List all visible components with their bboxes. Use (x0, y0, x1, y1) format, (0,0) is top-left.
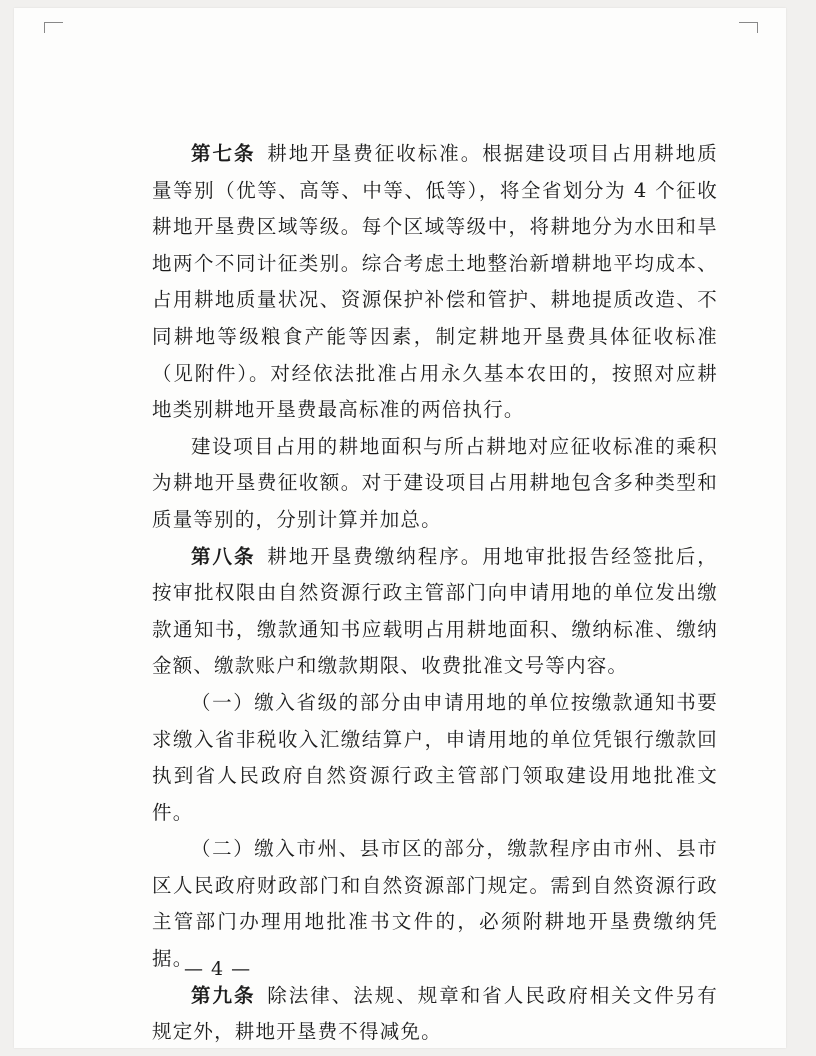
article-text: 耕地开垦费缴纳程序。用地审批报告经签批后，按审批权限由自然资源行政主管部门向申请用地的单位发出缴款通知书，缴款通知书应载明占用耕地面积、缴纳标准、缴纳金额、缴款账户和缴款期限、收费批准文号等内容。 (152, 544, 718, 678)
crop-mark-right (739, 22, 758, 33)
document-body (152, 136, 718, 1051)
article-heading: 第九条 (191, 983, 256, 1007)
list-item-text: （二）缴入市州、县市区的部分，缴款程序由市州、县市区人民政府财政部门和自然资源部门规定。需到自然资源行政主管部门办理用地批准书文件的，必须附耕地开垦费缴纳凭据。 (152, 837, 718, 971)
crop-mark-left (44, 22, 63, 33)
article-8-item-1 (152, 685, 718, 831)
list-item-text: （一）缴入省级的部分由申请用地的单位按缴款通知书要求缴入省非税收入汇缴结算户，申请用地的单位凭银行缴款回执到省人民政府自然资源行政主管部门领取建设用地批准文件。 (152, 690, 718, 824)
page-number: — 4 — (184, 958, 252, 980)
paragraph-text: 建设项目占用的耕地面积与所占耕地对应征收标准的乘积为耕地开垦费征收额。对于建设项目占用耕地包含多种类型和质量等别的，分别计算并加总。 (152, 434, 718, 531)
article-8-paragraph (152, 539, 718, 685)
article-heading: 第八条 (191, 544, 256, 568)
article-heading: 第七条 (191, 142, 256, 165)
article-8-item-2 (152, 831, 718, 977)
article-9-paragraph (152, 978, 718, 1051)
article-text: 耕地开垦费征收标准。根据建设项目占用耕地质量等别（优等、高等、中等、低等），将全省划分为 4 个征收耕地开垦费区域等级。每个区域等级中，将耕地分为水田和旱地两个不同计征类别。综合考虑土地整治新增耕地平均成本、占用耕地质量状况、资源保护补偿和管护、耕地提质改造、不同耕地等级粮食产能等因素，制定耕地开垦费具体征收标准（见附件）。对经依法批准占用永久基本农田的，按照对应耕地类别耕地开垦费最高标准的两倍执行。 (152, 142, 718, 422)
article-7-second-paragraph (152, 429, 718, 539)
article-text: 除法律、法规、规章和省人民政府相关文件另有规定外，耕地开垦费不得减免。 (152, 983, 718, 1044)
article-7-paragraph (152, 136, 718, 429)
document-page (14, 8, 786, 1048)
